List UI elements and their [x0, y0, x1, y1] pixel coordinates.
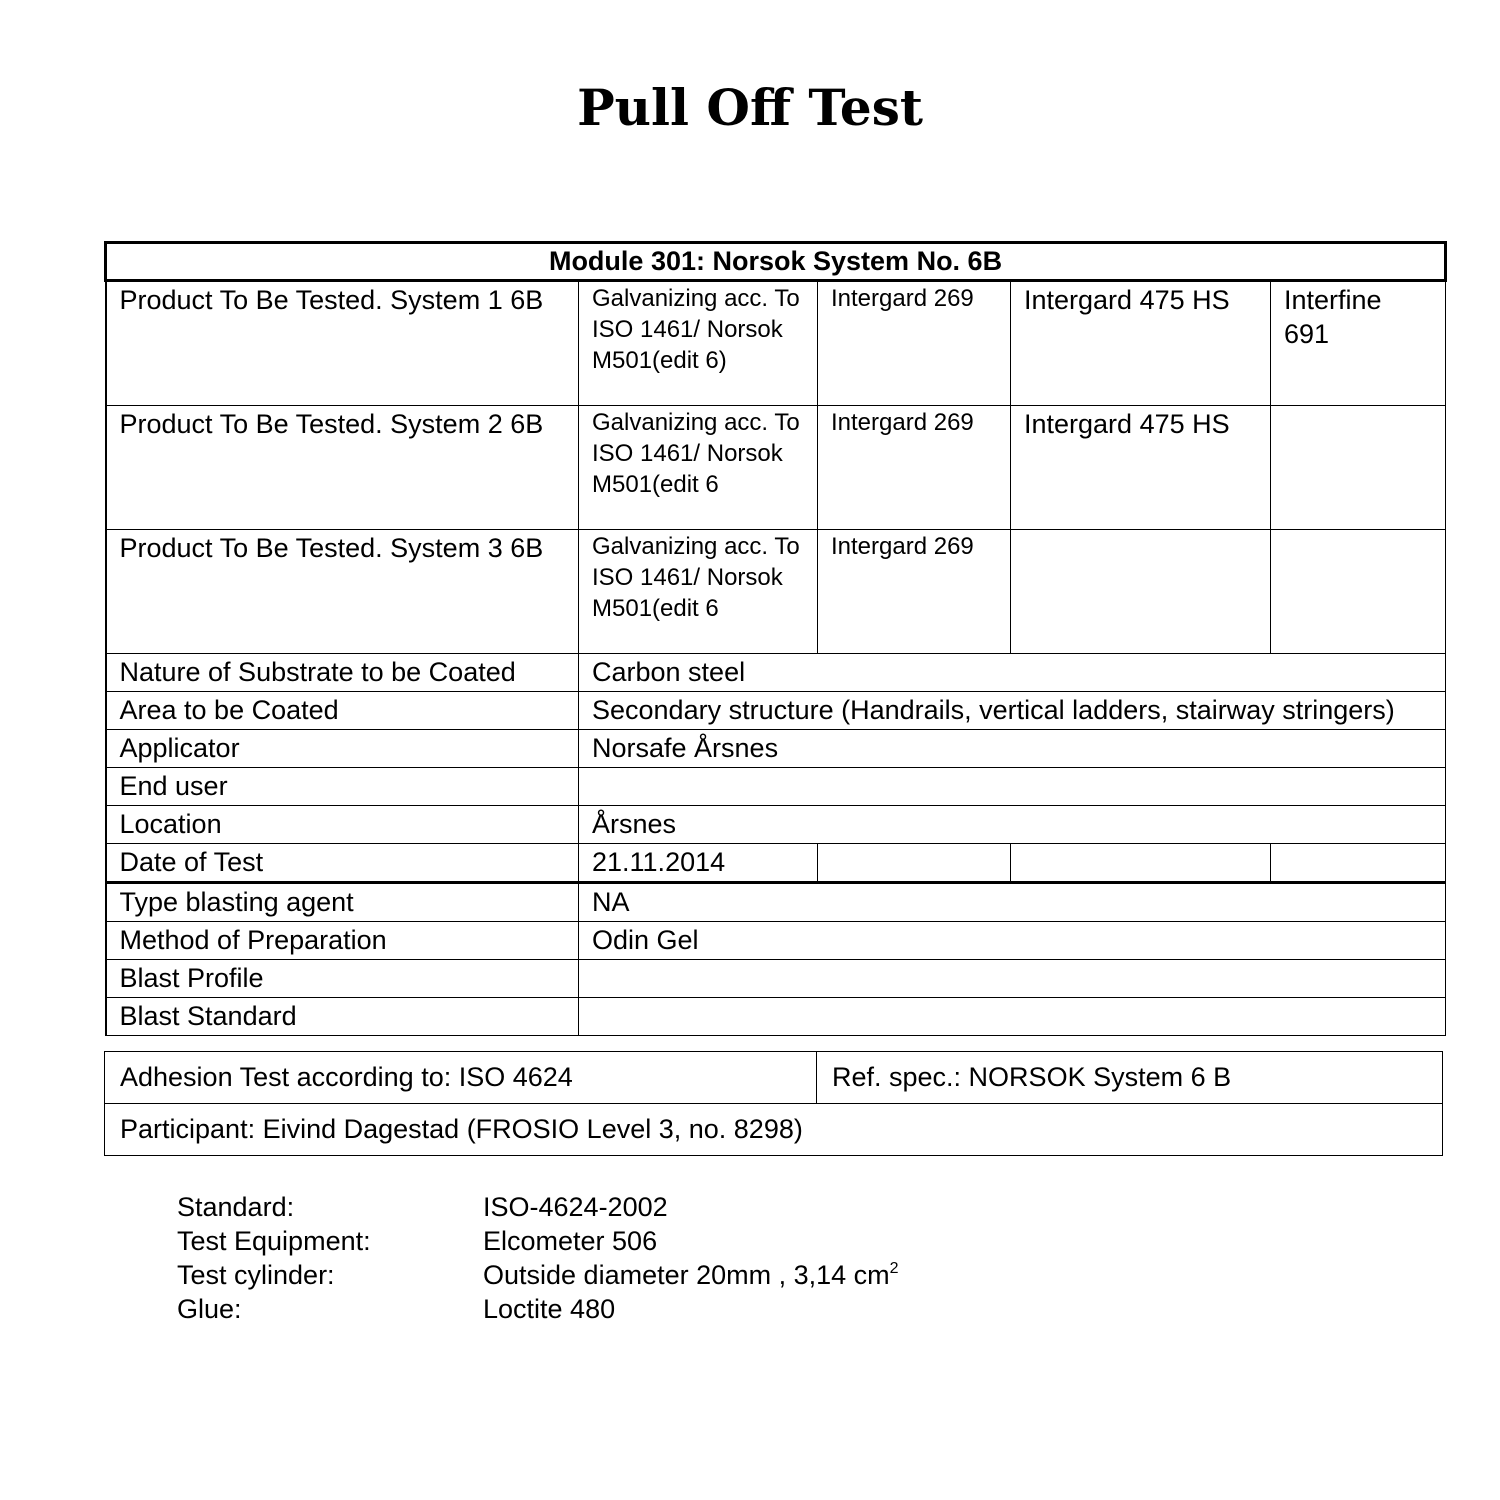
row-label: Date of Test [106, 844, 579, 883]
spec-label: Glue: [177, 1294, 242, 1324]
row-label: Location [106, 806, 579, 844]
row-label: End user [106, 768, 579, 806]
test-specs [177, 1190, 899, 1326]
row-value [579, 960, 1446, 998]
table-row [106, 281, 1446, 406]
table-row [106, 406, 1446, 530]
system-label: Product To Be Tested. System 3 6B [106, 530, 579, 654]
spec-value: ISO-4624-2002 [483, 1192, 668, 1222]
row-value: Odin Gel [579, 922, 1446, 960]
empty-cell [1011, 844, 1271, 883]
system-cell: Galvanizing acc. To ISO 1461/ Norsok M501(edit 6 [579, 530, 818, 654]
row-value: NA [579, 883, 1446, 922]
row-label: Nature of Substrate to be Coated [106, 654, 579, 692]
system-label: Product To Be Tested. System 1 6B [106, 281, 579, 406]
system-label: Product To Be Tested. System 2 6B [106, 406, 579, 530]
system-cell [1271, 406, 1446, 530]
row-label: Type blasting agent [106, 883, 579, 922]
spec-value [483, 1258, 899, 1292]
table-row [105, 1052, 1443, 1104]
spec-value: Loctite 480 [483, 1294, 616, 1324]
module-table [104, 241, 1447, 1036]
spec-standard [177, 1190, 899, 1224]
row-value: Norsafe Årsnes [579, 730, 1446, 768]
row-value: Årsnes [579, 806, 1446, 844]
system-cell: Galvanizing acc. To ISO 1461/ Norsok M501(edit 6) [579, 281, 818, 406]
system-cell: Intergard 475 HS [1011, 281, 1271, 406]
empty-cell [818, 844, 1011, 883]
system-cell: Galvanizing acc. To ISO 1461/ Norsok M501(edit 6 [579, 406, 818, 530]
row-label: Method of Preparation [106, 922, 579, 960]
table-row [106, 654, 1446, 692]
system-cell [1271, 530, 1446, 654]
system-cell: Interfine 691 [1271, 281, 1446, 406]
table-row [106, 768, 1446, 806]
ref-spec: Ref. spec.: NORSOK System 6 B [817, 1052, 1443, 1104]
participant: Participant: Eivind Dagestad (FROSIO Level 3, no. 8298) [105, 1104, 1443, 1156]
table-row [106, 922, 1446, 960]
spec-label: Test Equipment: [177, 1226, 371, 1256]
adhesion-table [104, 1051, 1443, 1156]
row-value [579, 998, 1446, 1036]
adhesion-test: Adhesion Test according to: ISO 4624 [105, 1052, 817, 1104]
row-value: Carbon steel [579, 654, 1446, 692]
spec-value-text: Outside diameter 20mm , 3,14 cm [483, 1260, 890, 1290]
table-row [106, 883, 1446, 922]
system-cell: Intergard 269 [818, 530, 1011, 654]
row-label: Applicator [106, 730, 579, 768]
table-row [106, 530, 1446, 654]
spec-value: Elcometer 506 [483, 1226, 658, 1256]
row-label: Area to be Coated [106, 692, 579, 730]
table-row [106, 844, 1446, 883]
row-value: 21.11.2014 [579, 844, 818, 883]
row-label: Blast Standard [106, 998, 579, 1036]
table-row [106, 806, 1446, 844]
page-title: Pull Off Test [577, 78, 923, 137]
table-row [105, 1104, 1443, 1156]
spec-label: Test cylinder: [177, 1260, 335, 1290]
table-row [106, 692, 1446, 730]
spec-glue [177, 1292, 899, 1326]
row-label: Blast Profile [106, 960, 579, 998]
system-cell [1011, 530, 1271, 654]
table-row [106, 998, 1446, 1036]
system-cell: Intergard 269 [818, 281, 1011, 406]
empty-cell [1271, 844, 1446, 883]
table-row [106, 730, 1446, 768]
spec-equipment [177, 1224, 899, 1258]
system-cell: Intergard 475 HS [1011, 406, 1271, 530]
module-header: Module 301: Norsok System No. 6B [106, 243, 1446, 281]
row-value: Secondary structure (Handrails, vertical ladders, stairway stringers) [579, 692, 1446, 730]
spec-label: Standard: [177, 1192, 295, 1222]
superscript: 2 [889, 1260, 899, 1277]
spec-cylinder [177, 1258, 899, 1292]
table-row [106, 960, 1446, 998]
row-value [579, 768, 1446, 806]
system-cell: Intergard 269 [818, 406, 1011, 530]
